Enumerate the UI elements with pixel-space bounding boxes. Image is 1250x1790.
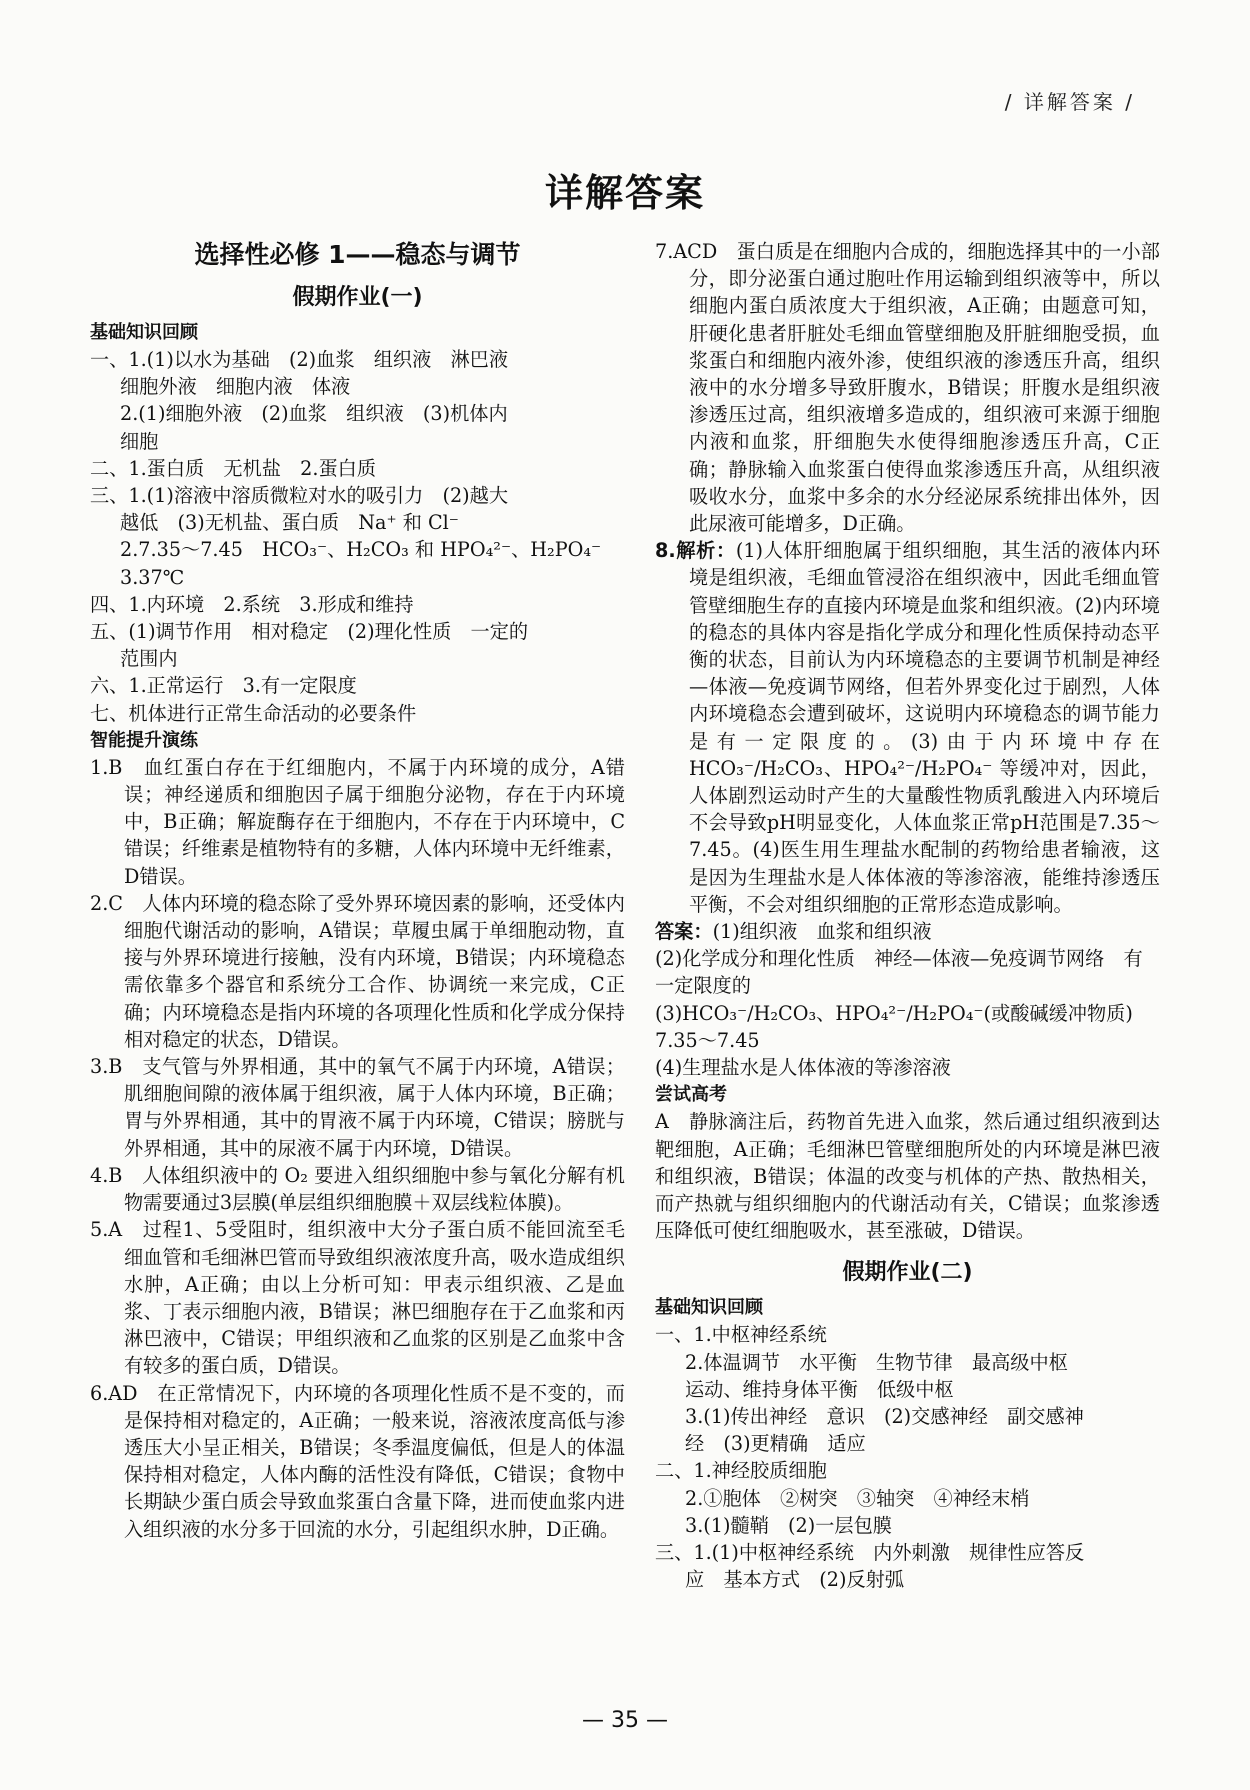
answer-list — [90, 754, 625, 1543]
review-line: 细胞外液 细胞内液 体液 — [120, 375, 351, 399]
answer-item: 2.C 人体内环境的稳态除了受外界环境因素的影响，还受体内细胞代谢活动的影响，A错误；草履虫属于单细胞动物，直接与外界环境进行接触，没有内环境，B错误；内环境稳态需依靠多个器官和系统分工合作、协调统一来完成，C正确；内环境稳态是指内环境的各项理化性质和化学成分保持相对稳定的状态，D错误。 — [90, 891, 625, 1051]
answer-item: 4.B 人体组织液中的 O₂ 要进入组织细胞中参与氧化分解有机物需要通过3层膜(单层组织细胞膜＋双层线粒体膜)。 — [90, 1163, 625, 1215]
review-line: 越低 (3)无机盐、蛋白质 Na⁺ 和 Cl⁻ — [120, 511, 459, 535]
review-line: 一、1.(1)以水为基础 (2)血浆 组织液 淋巴液 — [90, 348, 509, 371]
review-line: 三、1.(1)中枢神经系统 内外刺激 规律性应答反 — [655, 1540, 1085, 1564]
answer-text: (1)组织液 血浆和组织液 — [712, 920, 932, 944]
review-line: 应 基本方式 (2)反射弧 — [685, 1568, 905, 1592]
analysis-text: (1)人体肝细胞属于组织细胞，其生活的液体内环境是组织液，毛细血管浸浴在组织液中，因此毛细血管管壁细胞生存的直接内环境是血浆和组织液。(2)内环境的稳态的具体内容是指化学成分和理化性质保持动态平衡的状态，目前认为内环境稳态的主要调节机制是神经—体液—免疫调节网络，但若外界变化过于剧烈，人体内环境稳态会遭到破坏，这说明内环境稳态的调节能力是有一定限度的。(3)由于内环境中存在 HCO₃⁻/H₂CO₃、HPO₄²⁻/H₂PO₄⁻ 等缓冲对，因此，人体剧烈运动时产生的大量酸性物质乳酸进入内环境后不会导致pH明显变化，人体血浆正常pH范围是7.35～7.45。(4)医生用生理盐水配制的药物给患者输液，这是因为生理盐水是人体体液的等渗溶液，能维持渗透压平衡，不会对组织细胞的正常形态造成影响。 — [689, 539, 1161, 916]
basic-review-heading: 基础知识回顾 — [90, 322, 198, 343]
basic-review-heading: 基础知识回顾 — [655, 1297, 763, 1319]
basic-review-list — [90, 346, 625, 727]
review-line: 2.①胞体 ②树突 ③轴突 ④神经末梢 — [685, 1486, 1030, 1510]
basic-review-list — [655, 1321, 1160, 1593]
review-line: 3.37℃ — [120, 565, 185, 589]
review-line: 2.(1)细胞外液 (2)血浆 组织液 (3)机体内 — [120, 402, 508, 426]
exam-heading: 尝试高考 — [655, 1084, 727, 1106]
right-column — [655, 238, 1160, 1593]
answer-item: 1.B 血红蛋白存在于红细胞内，不属于内环境的成分，A错误；神经递质和细胞因子属于细胞分泌物，存在于内环境中，B正确；解旋酶存在于细胞内，不存在于内环境中，C错误；纤维素是植物特有的多糖，人体内环境中无纤维素，D错误。 — [90, 755, 625, 888]
answer-item: 5.A 过程1、5受阻时，组织液中大分子蛋白质不能回流至毛细血管和毛细淋巴管而导致组织液浓度升高，吸水造成组织水肿，A正确；由以上分析可知：甲表示组织液、乙是血浆、丁表示细胞内液，B错误；淋巴细胞存在于乙血浆和丙淋巴液中，C错误；甲组织液和乙血浆的区别是乙血浆中含有较多的蛋白质，D错误。 — [90, 1218, 625, 1378]
review-line: 三、1.(1)溶液中溶质微粒对水的吸引力 (2)越大 — [90, 484, 509, 508]
answer-line: (3)HCO₃⁻/H₂CO₃、HPO₄²⁻/H₂PO₄⁻(或酸碱缓冲物质) 7.35～7.45 — [655, 1001, 1153, 1052]
review-line: 2.7.35～7.45 HCO₃⁻、H₂CO₃ 和 HPO₄²⁻、H₂PO₄⁻ — [120, 538, 602, 562]
answer-label: 答案： — [655, 920, 713, 944]
page-title: 详解答案 — [544, 171, 705, 215]
review-line: 二、1.神经胶质细胞 — [655, 1459, 827, 1483]
answer-list — [655, 238, 1160, 537]
answer-item-8 — [655, 537, 1160, 918]
left-column — [90, 238, 625, 1543]
review-line: 五、(1)调节作用 相对稳定 (2)理化性质 一定的 — [90, 620, 529, 644]
review-line: 六、1.正常运行 3.有一定限度 — [90, 674, 357, 698]
review-line: 四、1.内环境 2.系统 3.形成和维持 — [90, 592, 414, 616]
homework-1-title: 假期作业(一) — [292, 285, 423, 310]
smart-practice-heading: 智能提升演练 — [90, 729, 198, 751]
review-line: 2.体温调节 水平衡 生物节律 最高级中枢 — [685, 1350, 1068, 1374]
answer-item: 3.B 支气管与外界相通，其中的氧气不属于内环境，A错误；肌细胞间隙的液体属于组织液，属于人体内环境，B正确；胃与外界相通，其中的胃液不属于内环境，C错误；膀胱与外界相通，其中的尿液不属于内环境，D错误。 — [90, 1055, 625, 1160]
review-line: 范围内 — [120, 647, 178, 671]
answer-block — [655, 918, 1160, 1081]
section-title: 选择性必修 1——稳态与调节 — [194, 240, 521, 269]
answer-line — [655, 918, 1160, 945]
page-number: — 35 — — [582, 1708, 668, 1733]
review-line: 3.(1)传出神经 意识 (2)交感神经 副交感神 — [685, 1404, 1084, 1428]
running-header: / 详解答案 / — [1004, 90, 1135, 114]
review-line: 经 (3)更精确 适应 — [685, 1432, 866, 1456]
review-line: 七、机体进行正常生命活动的必要条件 — [90, 701, 417, 725]
review-line: 一、1.中枢神经系统 — [655, 1323, 827, 1347]
answer-line: (4)生理盐水是人体体液的等渗溶液 — [655, 1056, 951, 1080]
review-line: 3.(1)髓鞘 (2)一层包膜 — [685, 1513, 892, 1537]
homework-2-title: 假期作业(二) — [842, 1260, 973, 1286]
answer-item: 7.ACD 蛋白质是在细胞内合成的，细胞选择其中的一小部分，即分泌蛋白通过胞吐作用运输到组织液等中，所以细胞内蛋白质浓度大于组织液，A正确；由题意可知，肝硬化患者肝脏处毛细血管壁细胞及肝脏细胞受损，血浆蛋白和细胞内液外渗，使组织液的渗透压升高，组织液中的水分增多导致肝腹水，B错误；肝腹水是组织液渗透压过高，组织液增多造成的，组织液可来源于细胞内液和血浆，肝细胞失水使得细胞渗透压升高，C正确；静脉输入血浆蛋白使得血浆渗透压升高，从组织液吸收水分，血浆中多余的水分经泌尿系统排出体外，因此尿液可能增多，D正确。 — [655, 240, 1160, 536]
review-line: 细胞 — [120, 429, 159, 453]
review-line: 运动、维持身体平衡 低级中枢 — [685, 1377, 954, 1401]
answer-item: 6.AD 在正常情况下，内环境的各项理化性质不是不变的，而是保持相对稳定的，A正确；一般来说，溶液浓度高低与渗透压大小呈正相关，B错误；冬季温度偏低，但是人的体温保持相对稳定，人体内酶的活性没有降低，C错误；食物中长期缺少蛋白质会导致血浆蛋白含量下降，进而使血浆内进入组织液的水分多于回流的水分，引起组织水肿，D正确。 — [90, 1381, 625, 1541]
review-line: 二、1.蛋白质 无机盐 2.蛋白质 — [90, 456, 377, 480]
answer-line: (2)化学成分和理化性质 神经—体液—免疫调节网络 有一定限度的 — [655, 947, 1143, 998]
analysis-label: 8.解析： — [655, 539, 736, 563]
exam-answer: A 静脉滴注后，药物首先进入血浆，然后通过组织液到达靶细胞，A正确；毛细淋巴管壁细胞所处的内环境是淋巴液和组织液，B错误；体温的改变与机体的产热、散热相关，而产热就与组织细胞内的代谢活动有关，C错误；血浆渗透压降低可使红细胞吸水，甚至涨破，D错误。 — [655, 1110, 1160, 1243]
